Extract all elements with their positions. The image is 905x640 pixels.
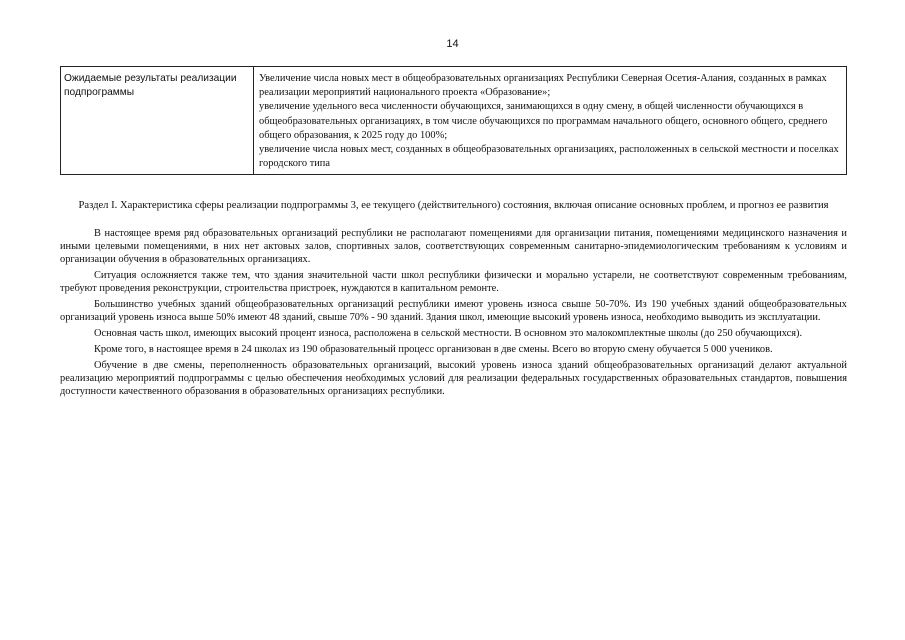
section-body bbox=[60, 227, 847, 401]
expected-results-table bbox=[60, 66, 847, 175]
expected-result-item: увеличение числа новых мест, созданных в общеобразовательных организациях, расположенных в сельской местности и поселках городского типа bbox=[259, 144, 839, 170]
page-number: 14 bbox=[446, 38, 459, 50]
paragraph: Обучение в две смены, переполненность образовательных организаций, высокий уровень износа зданий общеобразовательных организаций делают актуальной реализацию мероприятий подпрограммы с целью обеспечения необходимых условий для реализации федеральных государственных образовательных стандартов, повышения доступности качественного образования в образовательных организациях республики. bbox=[60, 360, 847, 397]
expected-result-item: Увеличение числа новых мест в общеобразовательных организациях Республики Северная Осетия-Алания, созданных в рамках реализации мероприятий национального проекта «Образование»; bbox=[259, 73, 827, 99]
table-row bbox=[61, 67, 847, 175]
paragraph: Основная часть школ, имеющих высокий процент износа, расположена в сельской местности. В основном это малокомплектные школы (до 250 обучающихся). bbox=[94, 328, 803, 339]
section-heading: Раздел I. Характеристика сферы реализации подпрограммы 3, ее текущего (действительного) состояния, включая описание основных проблем, и прогноз ее развития bbox=[78, 200, 829, 211]
expected-results-label: Ожидаемые результаты реализации подпрограммы bbox=[61, 67, 254, 175]
paragraph: Большинство учебных зданий общеобразовательных организаций республики имеют уровень износа свыше 50-70%. Из 190 учебных зданий общеобразовательных организаций уровень износа выше 50% имеют 48 зданий, свыше 70% - 90 зданий. Здания школ, имеющие высокий уровень износа, необходимо выводить из эксплуатации. bbox=[60, 299, 847, 323]
paragraph: Кроме того, в настоящее время в 24 школах из 190 образовательный процесс организован в две смены. Всего во вторую смену обучается 5 000 учеников. bbox=[94, 344, 773, 355]
expected-result-item: увеличение удельного веса численности обучающихся, занимающихся в одну смену, в общей численности обучающихся в общеобразовательных организациях, в том числе обучающихся по программам начального общего, основного общего, среднего общего образования, к 2025 году до 100%; bbox=[259, 101, 828, 141]
paragraph: В настоящее время ряд образовательных организаций республики не располагают помещениями для организации питания, помещениями медицинского назначения и иными целевыми помещениями, в них нет актовых залов, спортивных залов, соответствующих современным санитарно-эпидемиологическим требованиям к условиям и организации обучения в образовательных организациях. bbox=[60, 228, 847, 265]
expected-results-value bbox=[254, 67, 847, 175]
paragraph: Ситуация осложняется также тем, что здания значительной части школ республики физически и морально устарели, не соответствуют современным требованиям, требуют проведения реконструкции, строительства пристроек, нуждаются в капитальном ремонте. bbox=[60, 270, 847, 294]
